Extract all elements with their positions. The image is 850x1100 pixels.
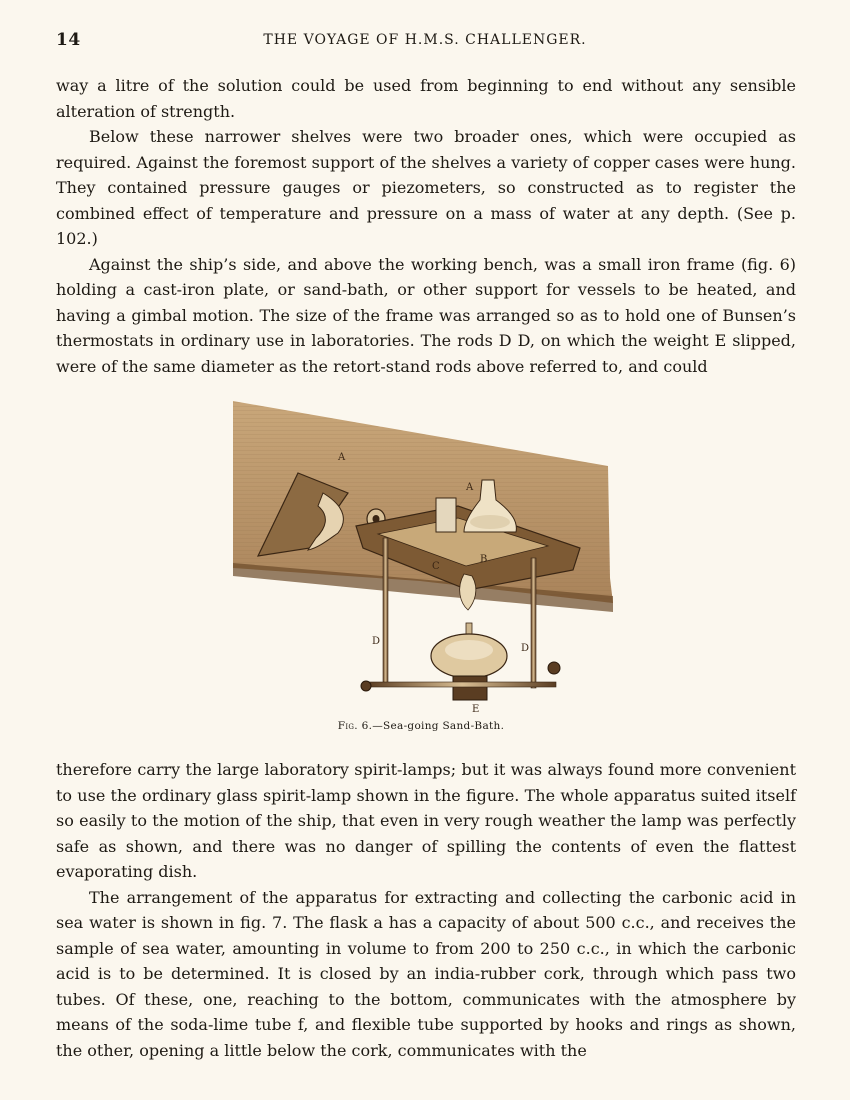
rod-left	[383, 538, 388, 686]
label-b: B	[480, 554, 488, 565]
caption-label: Fig. 6.	[337, 720, 373, 732]
label-d-right: D	[521, 643, 530, 654]
paragraph-carbonic-acid: The arrangement of the apparatus for extracting and collecting the carbonic acid in sea water is shown in fig. 7. The flask a has a capacity of about 500 c.c., and receives the sample of sea water, amounting in volume to from 200 to 250 c.c., in which the carbonic acid is to be determined. It is closed by an india-rubber cork, through which pass two tubes. Of these, one, reaching to the bottom, communicates with the atmosphere by means of the soda-lime tube f, and flexible tube supported by hooks and rings as shown, the other, opening a little below the cork, communicates with the	[56, 887, 796, 1060]
paragraph-spirit-lamps: therefore carry the large laboratory spirit-lamps; but it was always found more convenient to use the ordinary glass spirit-lamp shown in the figure. The whole apparatus suited itself so easily to the motion of the ship, that even in very rough weather the lamp was perfectly safe as shown, and there was no danger of spilling the contents of even the flattest evaporating dish.	[56, 760, 796, 881]
thumbscrew-left	[361, 681, 371, 691]
paragraph-iron-frame: Against the ship’s side, and above the working bench, was a small iron frame (fig. 6) holding a cast-iron plate, or sand-bath, or other support for vessels to be heated, and having a gimbal motion. The size of the frame was arranged so as to hold one of Bunsen’s thermostats in ordinary use in laboratories. The rods D D, on which the weight E slipped, were of the same diameter as the retort-stand rods above referred to, and could	[56, 254, 796, 376]
body-text-bottom	[56, 757, 796, 1063]
beaker	[436, 498, 456, 532]
paragraph-shelves: Below these narrower shelves were two broader ones, which were occupied as required. Against the foremost support of the shelves a variety of copper cases were hung. They contained pressure gauges or piezometers, so constructed as to register the combined effect of temperature and pressure on a mass of water at any depth. (See p. 102.)	[56, 127, 796, 248]
weight-e	[453, 676, 487, 700]
paragraph-continuation: way a litre of the solution could be used from beginning to end without any sensible alteration of strength.	[56, 76, 796, 121]
running-head	[56, 30, 794, 58]
rod-right	[531, 558, 536, 688]
running-title: THE VOYAGE OF H.M.S. CHALLENGER.	[263, 32, 587, 48]
thumbscrew-right	[548, 662, 560, 674]
figure-caption	[228, 720, 614, 732]
label-a-left: A	[338, 452, 346, 463]
page-number: 14	[56, 30, 81, 50]
lamp-flame	[460, 574, 476, 610]
label-a-right: A	[466, 482, 474, 493]
sand-bath-illustration	[228, 398, 614, 713]
cross-bar	[368, 682, 556, 687]
label-e: E	[472, 704, 480, 713]
label-c: C	[432, 561, 440, 572]
figure-sand-bath	[228, 398, 614, 732]
label-d-left: D	[372, 636, 381, 647]
caption-text: —Sea-going Sand-Bath.	[372, 720, 505, 732]
body-text-top	[56, 73, 796, 379]
